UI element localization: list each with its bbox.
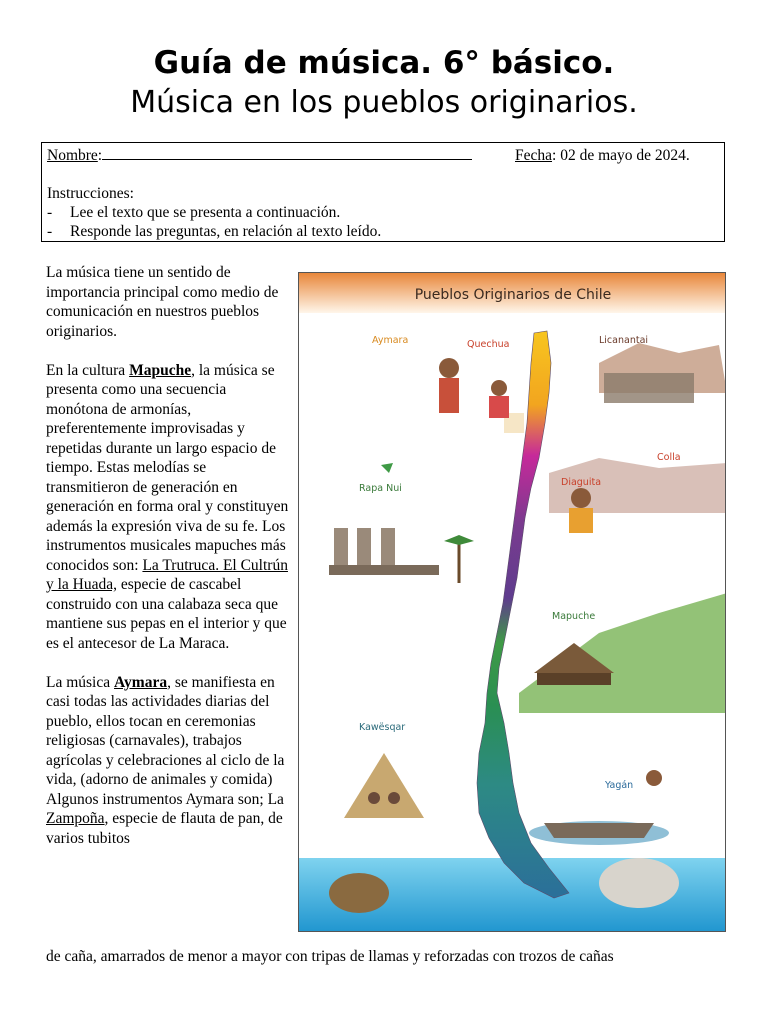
yagan-figure xyxy=(646,770,662,786)
label-licanantai: Licanantai xyxy=(599,335,649,346)
label-mapuche: Mapuche xyxy=(552,611,596,622)
page-title: Guía de música. 6° básico. xyxy=(153,45,615,81)
date-label: Fecha xyxy=(515,147,553,164)
label-rapanui: Rapa Nui xyxy=(359,483,402,494)
map-illustration xyxy=(298,272,726,932)
zampona-term: Zampoña xyxy=(46,810,105,827)
moai xyxy=(334,528,348,568)
label-aymara: Aymara xyxy=(372,335,409,346)
label-yagan: Yagán xyxy=(605,780,634,791)
date-field xyxy=(515,146,690,165)
diaguita-figure xyxy=(571,488,591,508)
student-info-box xyxy=(41,142,725,242)
map-title: Pueblos Originarios de Chile xyxy=(414,287,612,303)
moai xyxy=(381,528,395,568)
mapuche-instruments: La Trutruca. El Cultrún y la Huada, xyxy=(46,556,288,593)
paragraph-aymara-instruments: Algunos instrumentos Aymara son; La Zampoña, especie de flauta de pan, de varios tubitos xyxy=(46,790,284,847)
paragraph-mapuche: En la cultura Mapuche, la música se presenta como una secuencia monótona de armonías, preferentemente improvisadas y repetidas durante un largo espacio de tiempo. Estas melodías se transmitieron de generación en generación en forma oral y constituyen además la expresión viva de su fe. Los instrumentos musicales mapuches más conocidos son: La Trutruca. El Cultrún y la Huada, especie de cascabel construido con una calabaza seca que mantiene sus pepas en el interior y que es el antecesor de La Maraca. xyxy=(46,361,289,652)
aymara-figure xyxy=(439,358,459,378)
mapuche-term: Mapuche xyxy=(129,361,192,379)
paragraph-aymara: La música Aymara, se manifiesta en casi todas las actividades diarias del pueblo, ellos tocan en ceremonias religiosas (carnavales), trabajos agrícolas y celebraciones al ciclo de la vida, (adorno de animales y comida) xyxy=(46,673,285,788)
instructions-title: Instrucciones: xyxy=(47,185,134,202)
moai xyxy=(357,528,371,568)
label-kawesqar: Kawësqar xyxy=(359,722,406,733)
date-value: : 02 de mayo de 2024. xyxy=(552,147,690,164)
label-diaguita: Diaguita xyxy=(561,477,602,488)
yagan-canoe xyxy=(544,823,654,838)
name-blank-line[interactable] xyxy=(102,146,472,160)
name-field[interactable]: Nombre: xyxy=(47,146,472,165)
instruction-item: - Lee el texto que se presenta a continuación. xyxy=(47,204,341,221)
aymara-term: Aymara xyxy=(114,673,168,691)
map-artwork xyxy=(299,273,726,932)
name-label: Nombre xyxy=(47,147,98,164)
label-colla: Colla xyxy=(657,452,681,463)
page-subtitle: Música en los pueblos originarios. xyxy=(130,85,638,120)
reading-text xyxy=(46,263,290,848)
label-quechua: Quechua xyxy=(467,339,510,350)
instruction-item: - Responde las preguntas, en relación al texto leído. xyxy=(47,223,382,240)
paragraph-continuation: de caña, amarrados de menor a mayor con tripas de llamas y reforzadas con trozos de cañas xyxy=(46,948,614,965)
quechua-figure xyxy=(491,380,507,396)
paragraph-intro: La música tiene un sentido de importancia principal como medio de comunicación en nuestros pueblos originarios. xyxy=(46,264,279,340)
